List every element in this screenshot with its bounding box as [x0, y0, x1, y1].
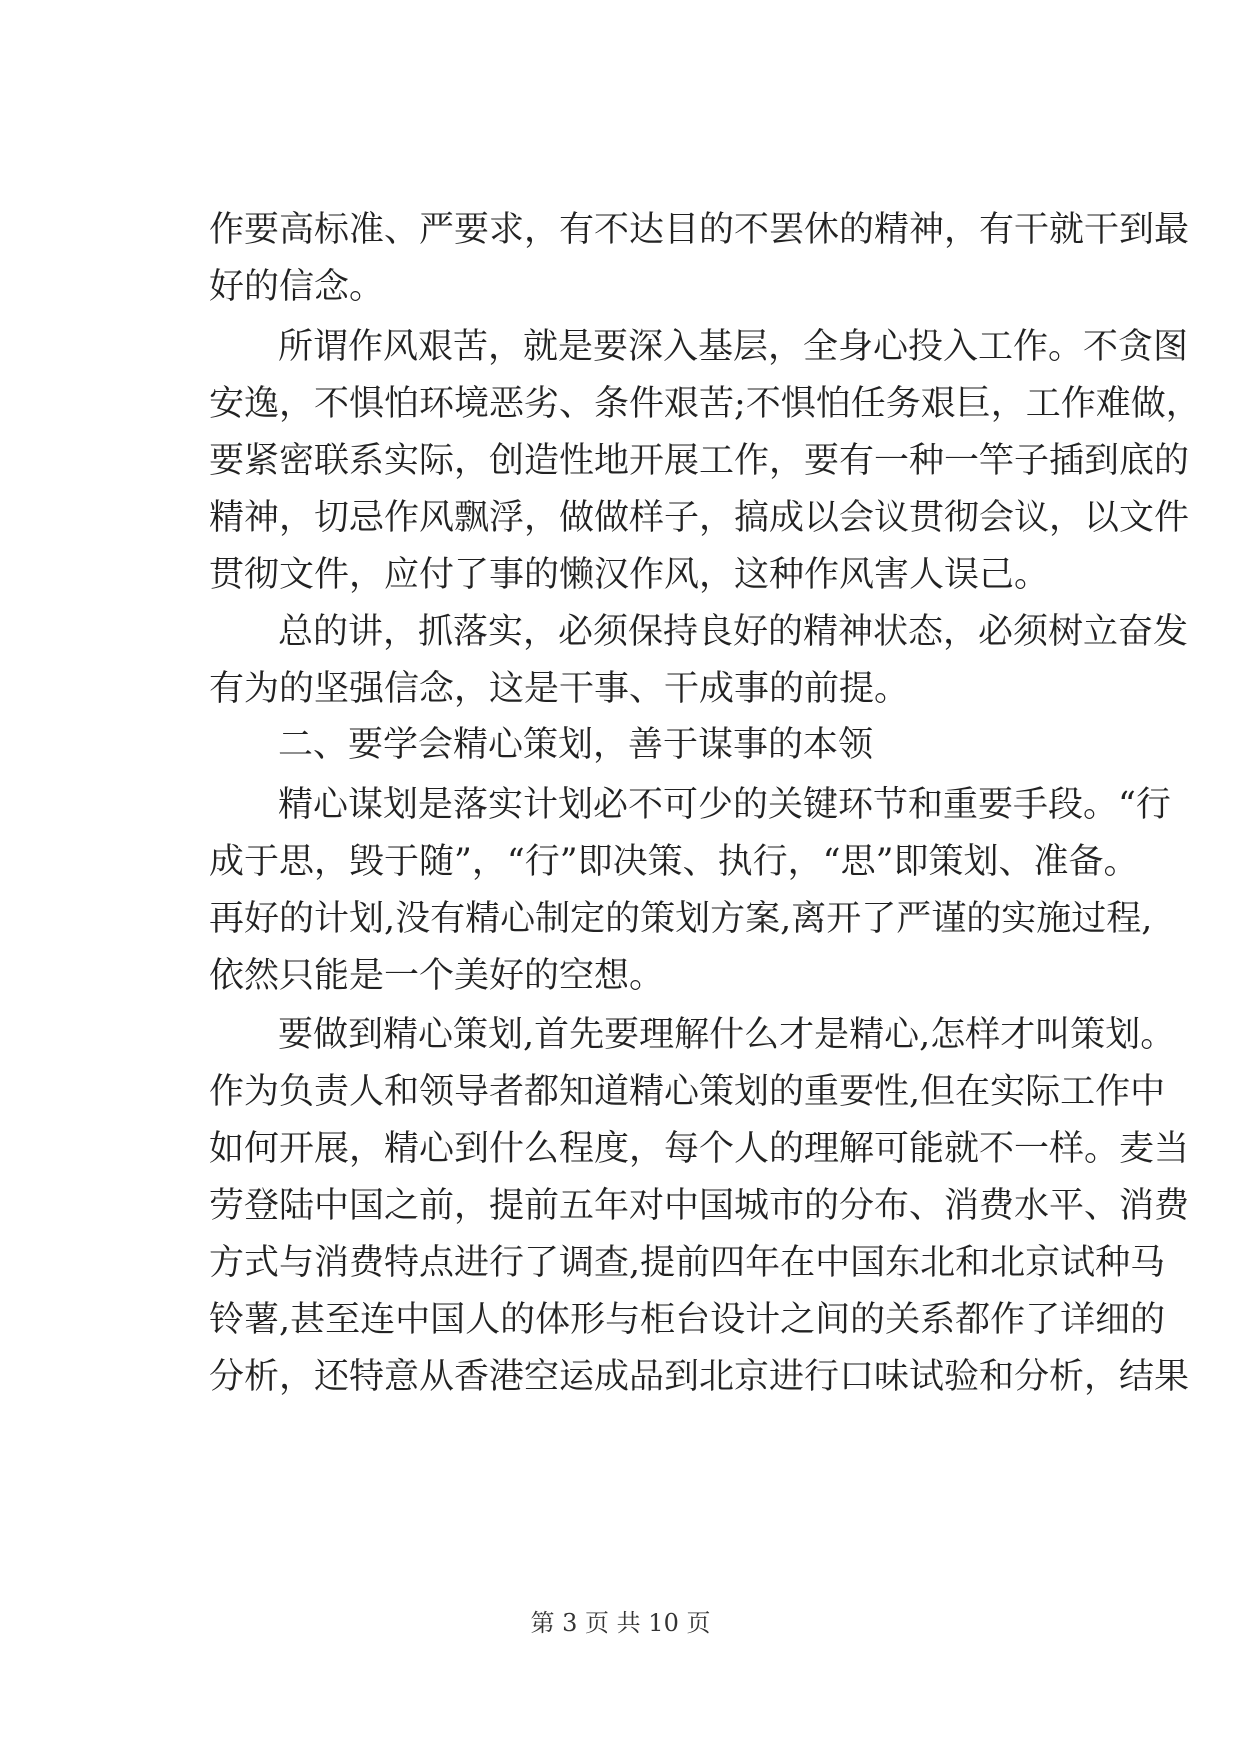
text-line: 安逸，不惧怕环境恶劣、条件艰苦;不惧怕任务艰巨，工作难做，	[209, 384, 1201, 424]
text-line: 成于思，毁于随”，“行”即决策、执行，“思”即策划、准备。	[209, 842, 1139, 882]
text-line: 要做到精心策划,首先要理解什么才是精心,怎样才叫策划。	[278, 1015, 1176, 1055]
text-line: 铃薯,甚至连中国人的体形与柜台设计之间的关系都作了详细的	[209, 1300, 1166, 1340]
page-footer: 第 3 页 共 10 页	[530, 1609, 711, 1637]
text-line: 作为负责人和领导者都知道精心策划的重要性,但在实际工作中	[209, 1072, 1166, 1112]
text-line: 所谓作风艰苦，就是要深入基层，全身心投入工作。不贪图	[278, 327, 1189, 367]
text-line: 如何开展，精心到什么程度，每个人的理解可能就不一样。麦当	[209, 1129, 1190, 1169]
text-line: 依然只能是一个美好的空想。	[209, 956, 665, 996]
text-line: 方式与消费特点进行了调查,提前四年在中国东北和北京试种马	[209, 1243, 1166, 1283]
text-line: 劳登陆中国之前，提前五年对中国城市的分布、消费水平、消费	[209, 1186, 1190, 1226]
text-line: 好的信念。	[209, 267, 385, 307]
text-line: 有为的坚强信念，这是干事、干成事的前提。	[209, 669, 910, 709]
text-line: 精心谋划是落实计划必不可少的关键环节和重要手段。“行	[278, 785, 1171, 825]
text-line: 再好的计划,没有精心制定的策划方案,离开了严谨的实施过程,	[209, 899, 1153, 939]
text-line: 总的讲，抓落实，必须保持良好的精神状态，必须树立奋发	[278, 612, 1189, 652]
text-line: 贯彻文件，应付了事的懒汉作风，这种作风害人误己。	[209, 555, 1050, 595]
section-heading: 二、要学会精心策划，善于谋事的本领	[278, 725, 874, 765]
text-line: 精神，切忌作风飘浮，做做样子，搞成以会议贯彻会议，以文件	[209, 498, 1190, 538]
text-line: 分析，还特意从香港空运成品到北京进行口味试验和分析，结果	[209, 1357, 1190, 1397]
text-line: 作要高标准、严要求，有不达目的不罢休的精神，有干就干到最	[209, 210, 1190, 250]
text-line: 要紧密联系实际，创造性地开展工作，要有一种一竿子插到底的	[209, 441, 1190, 481]
